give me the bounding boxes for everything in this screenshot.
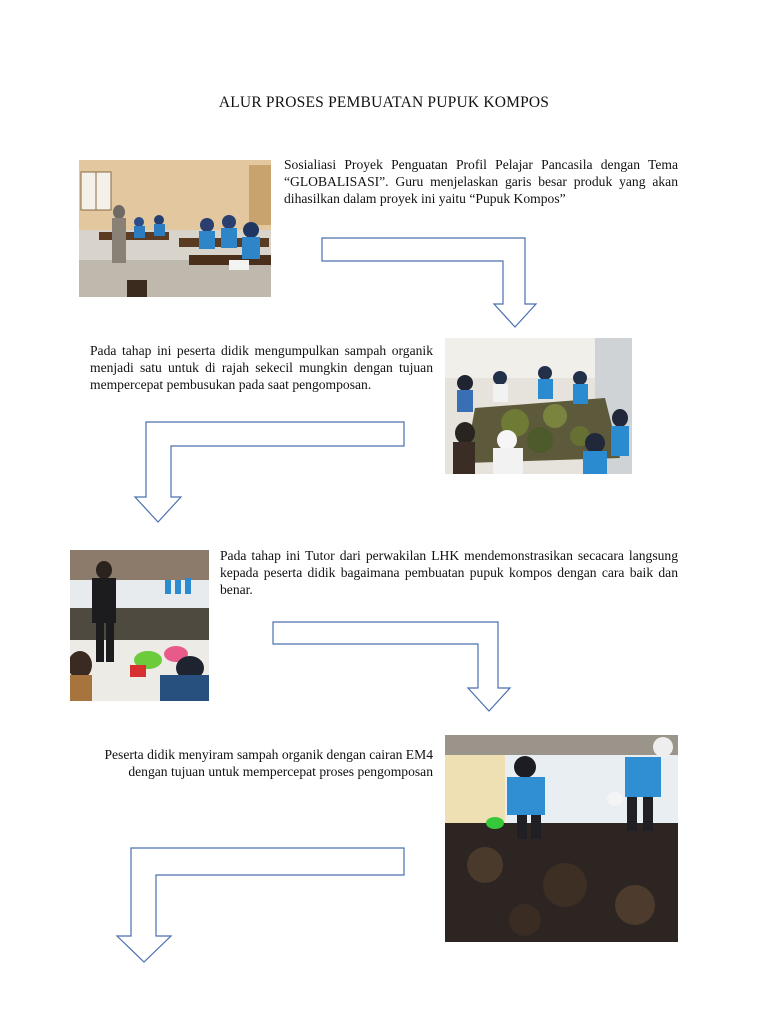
step-2-text: Pada tahap ini peserta didik mengumpulkan sampah organik menjadi satu untuk di rajah sekecil mungkin dengan tujuan mempercepat pembusukan pada saat pengomposan. [90, 343, 433, 392]
step-4-text: Peserta didik menyiram sampah organik dengan cairan EM4 dengan tujuan untuk mempercepat proses pengomposan [104, 747, 433, 779]
classroom-photo [79, 160, 271, 297]
collecting-waste-photo [445, 338, 632, 474]
step-3-text: Pada tahap ini Tutor dari perwakilan LHK mendemonstrasikan secacara langsung kepada peserta didik bagaimana pembuatan pupuk kompos dengan cara baik dan benar. [220, 548, 678, 597]
page-title: ALUR PROSES PEMBUATAN PUPUK KOMPOS [218, 94, 550, 111]
tutor-demonstration-photo [70, 550, 209, 701]
watering-em4-photo [445, 735, 678, 942]
step-1-text: Sosialiasi Proyek Penguatan Profil Pelajar Pancasila dengan Tema “GLOBALISASI”. Guru menjelaskan garis besar produk yang akan dihasilkan dalam proyek ini yaitu “Pupuk Kompos” [284, 157, 678, 206]
